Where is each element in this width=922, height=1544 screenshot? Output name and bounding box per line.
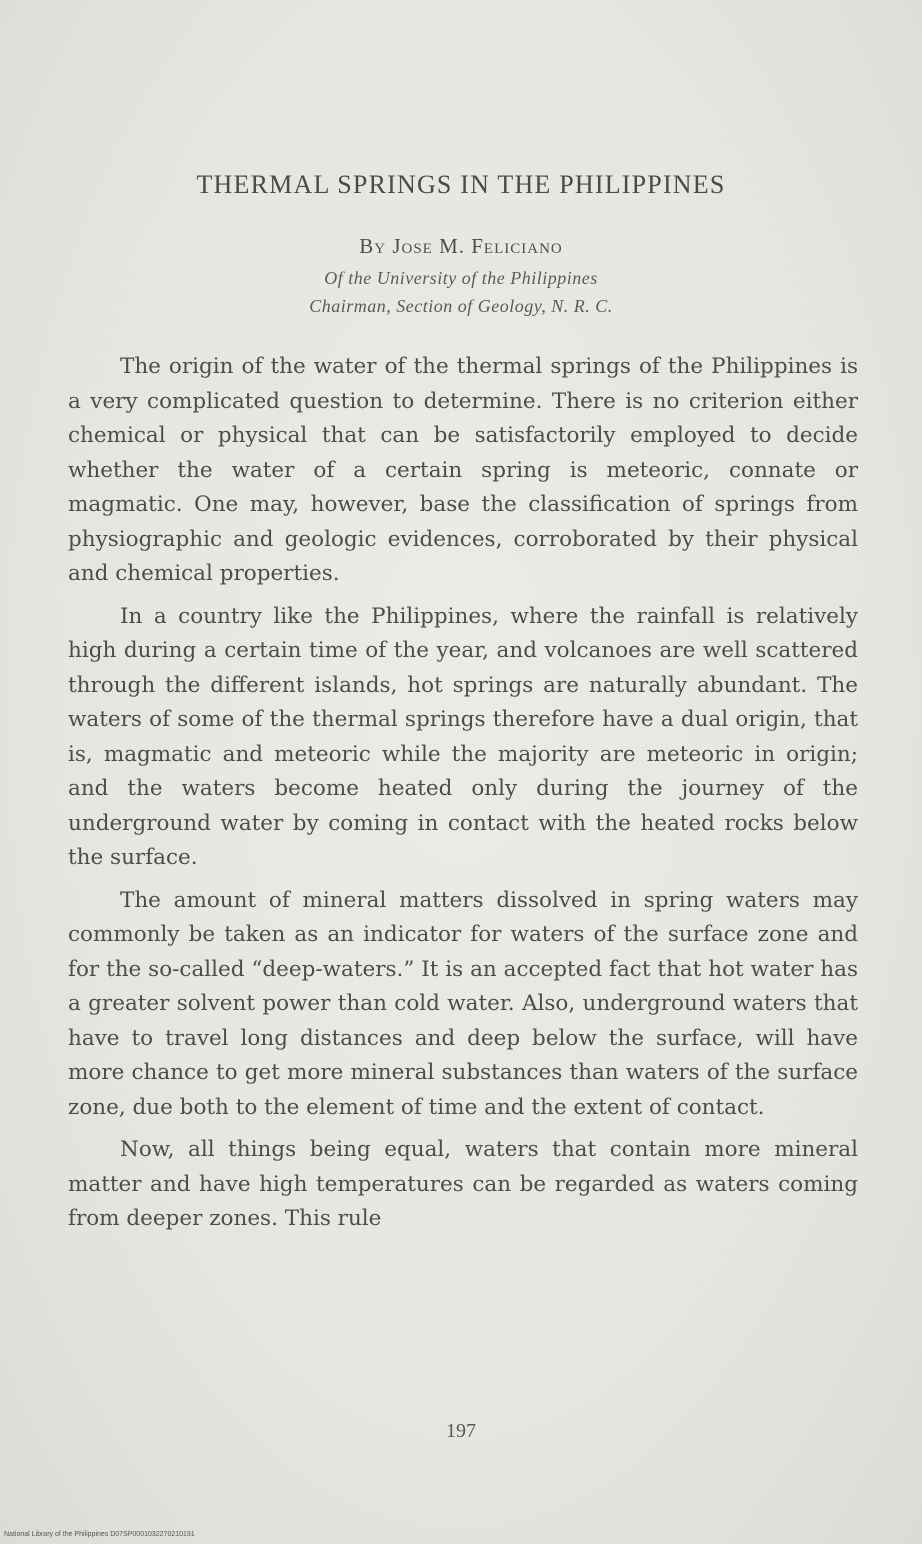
paragraph-4: Now, all things being equal, waters that contain more mineral matter and have high temperatures can be regarded as waters coming from deeper zones. This rule bbox=[68, 1137, 858, 1231]
archive-source-label: National Library of the Philippines D07SP0001032270210191 bbox=[4, 1531, 195, 1538]
paragraph-3: The amount of mineral matters dissolved in spring waters may commonly be taken as an indicator for waters of the surface zone and for the so-called “deep-waters.” It is an accepted fact that hot water has a greater solvent power than cold water. Also, underground waters that have to travel long distances and deep below the surface, will have more chance to get more mineral substances than waters of the surface zone, due both to the element of time and the extent of contact. bbox=[68, 887, 858, 1120]
author-position: Chairman, Section of Geology, N. R. C. bbox=[309, 296, 613, 316]
author-affiliation: Of the University of the Philippines bbox=[324, 268, 598, 288]
article-body bbox=[68, 350, 858, 1245]
author-byline: By Jose M. Feliciano bbox=[359, 234, 563, 258]
paragraph-2: In a country like the Philippines, where the rainfall is relatively high during a certain time of the year, and volcanoes are well scattered through the different islands, hot springs are naturally abundant. The waters of some of the thermal springs therefore have a dual origin, that is, magmatic and meteoric while the majority are meteoric in origin; and the waters become heated only during the journey of the underground water by coming in contact with the heated rocks below the surface. bbox=[68, 603, 858, 870]
page-number: 197 bbox=[446, 1420, 476, 1442]
paragraph-1: The origin of the water of the thermal springs of the Philippines is a very complicated question to determine. There is no criterion either chemical or physical that can be satisfactorily employed to decide whether the water of a certain spring is meteoric, connate or magmatic. One may, however, base the classification of springs from physiographic and geologic evidences, corroborated by their physical and chemical properties. bbox=[68, 354, 858, 586]
article-title: THERMAL SPRINGS IN THE PHILIPPINES bbox=[196, 170, 726, 199]
